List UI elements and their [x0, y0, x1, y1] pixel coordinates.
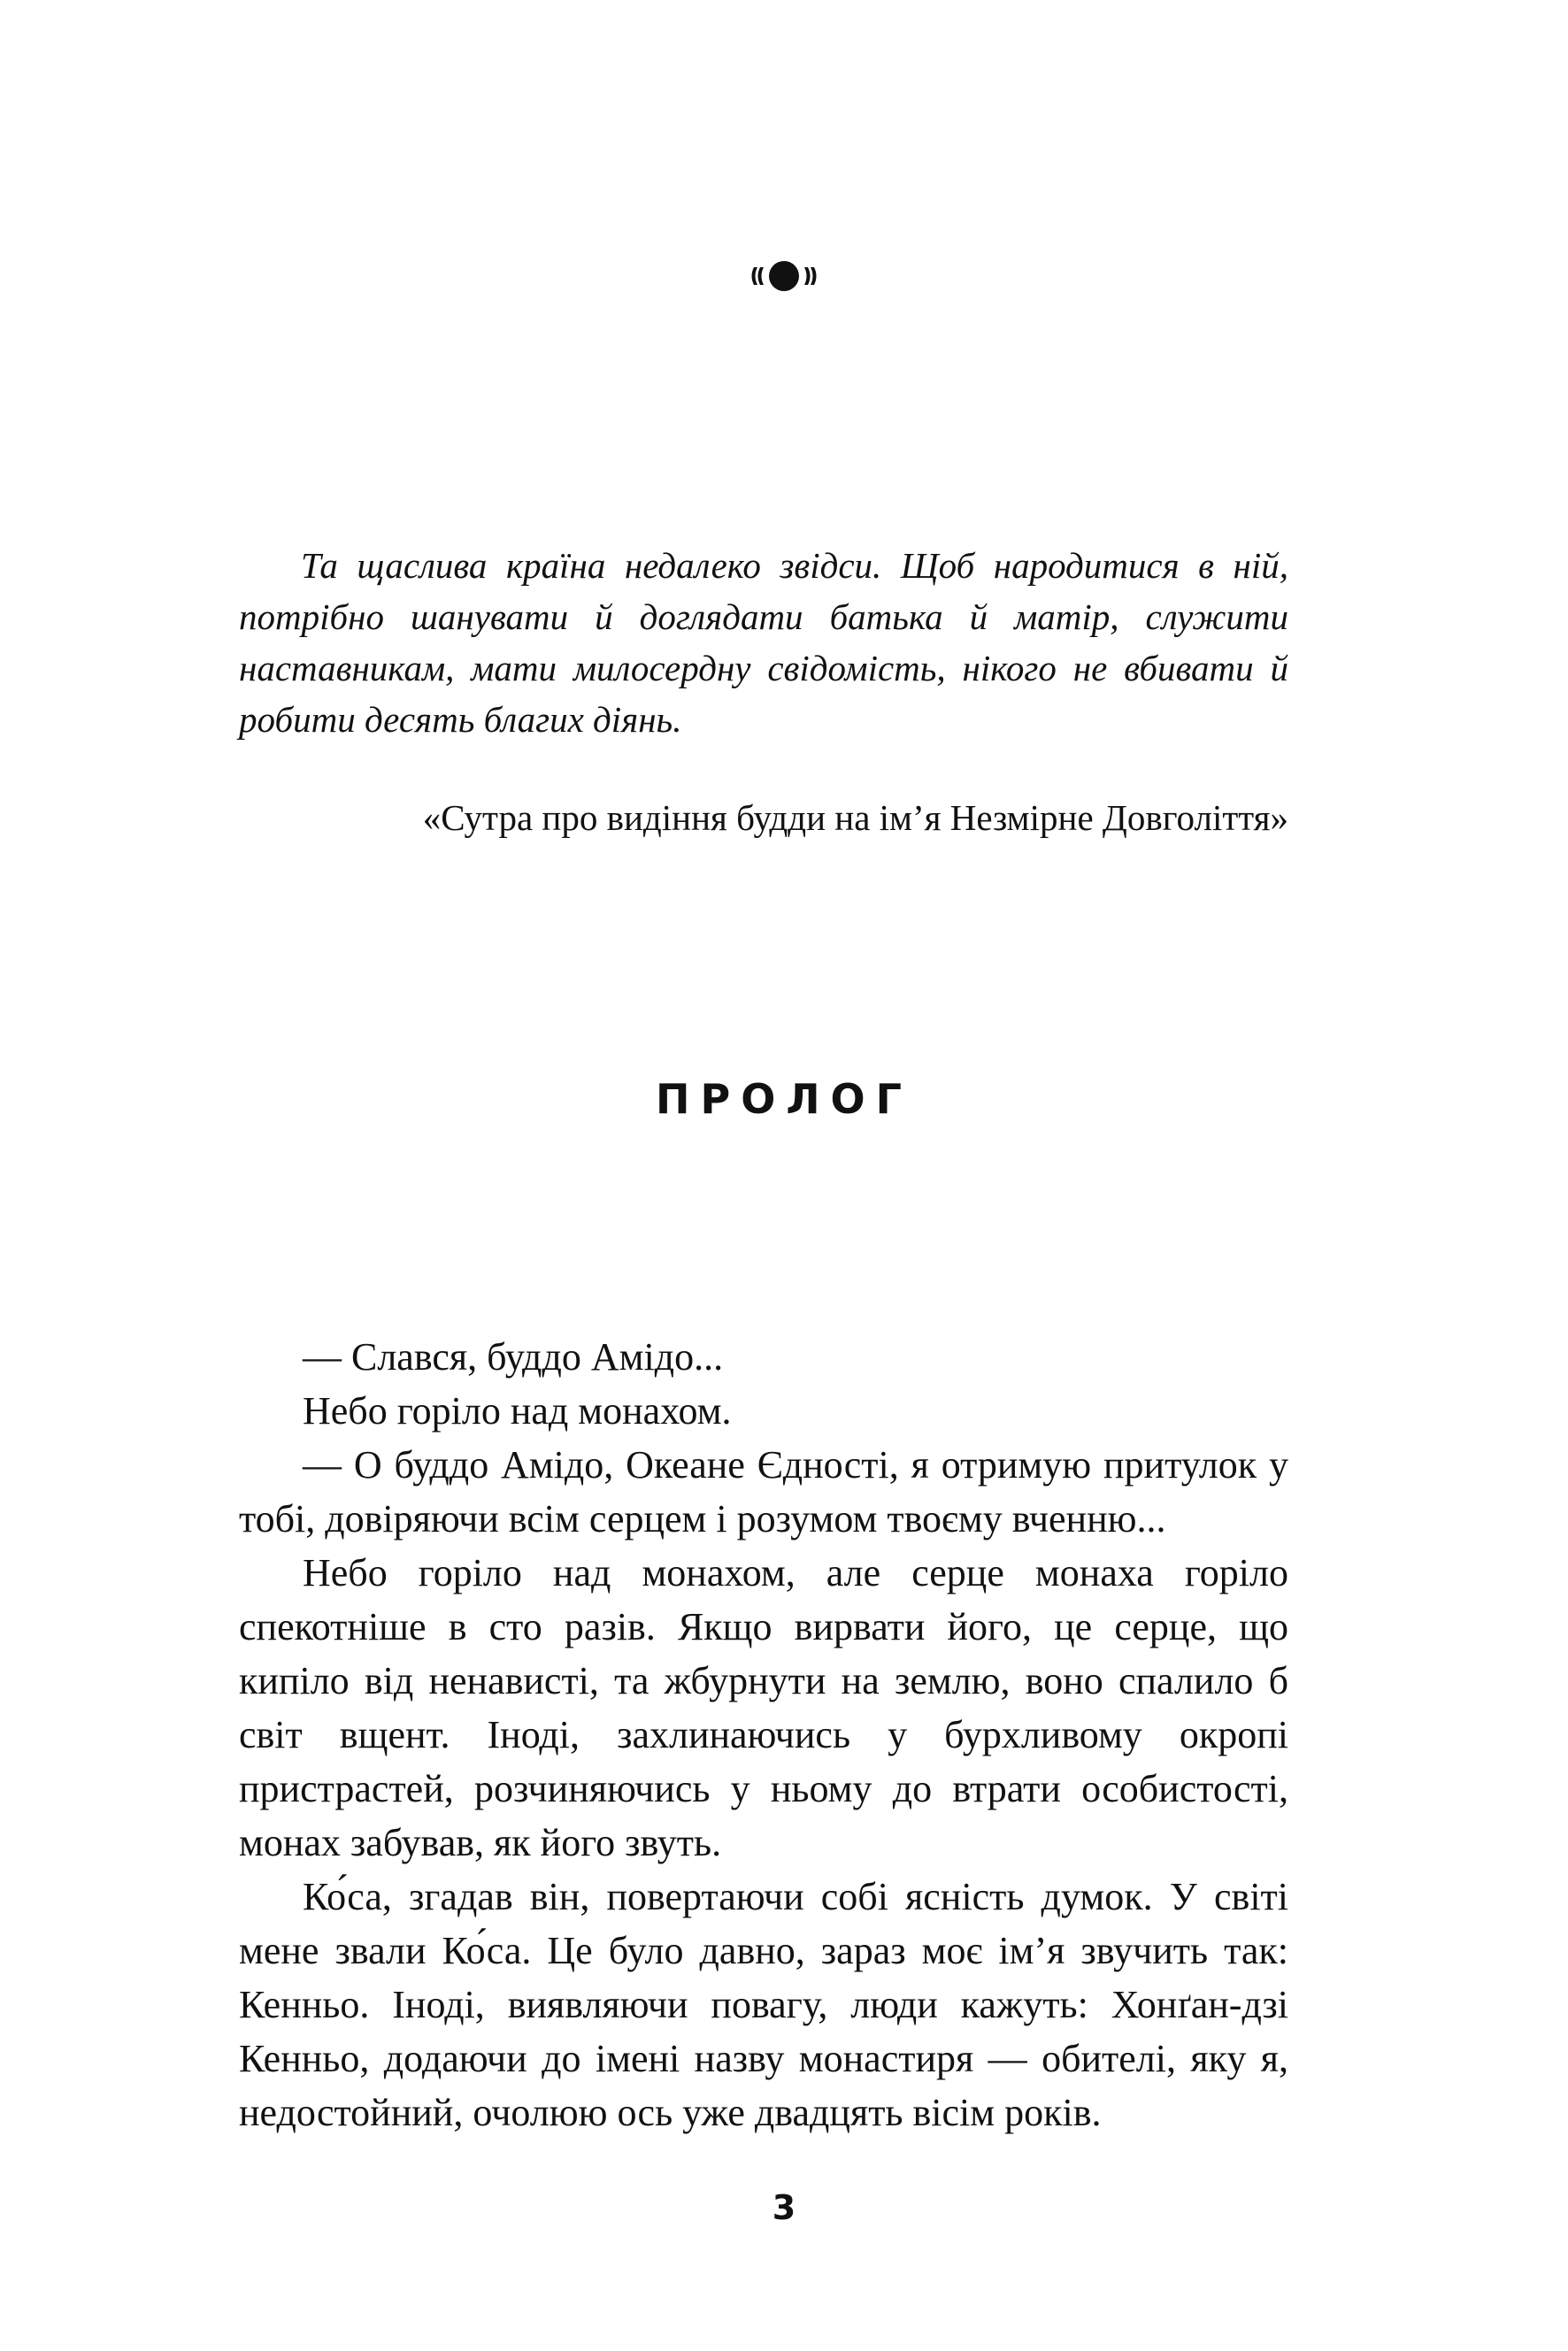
- page-number: 3: [772, 2188, 796, 2227]
- epigraph-source: «Сутра про видіння будди на ім’я Незмірне Довголіття»: [422, 797, 1288, 838]
- paragraph: Ко́са, згадав він, повертаючи собі ясність думок. У світі мене звали Ко́са. Це було давно, зараз моє ім’я звучить так: Кенньо. Іноді, виявляючи повагу, люди кажуть: Хонґан-дзі Кенньо, додаючи до імені назву монастиря — обителі, яку я, недостойний, очолюю ось уже двадцять вісім років.: [239, 1875, 1288, 2134]
- epigraph: Та щаслива країна недалеко звідси. Щоб народитися в ній, потрібно шанувати й доглядати батька й матір, служити наставникам, мати милосердну свідомість, нікого не вбивати й робити десять благих діянь.: [239, 545, 1288, 740]
- paragraph: — Слався, буддо Амідо...: [303, 1335, 724, 1379]
- chapter-title: ПРОЛОГ: [656, 1075, 912, 1123]
- body-text: [239, 1330, 1288, 2140]
- paragraph: Небо горіло над монахом.: [303, 1389, 732, 1433]
- paragraph: — О буддо Амідо, Океане Єдності, я отримую притулок у тобі, довіряючи всім серцем і розумом твоєму вченню...: [239, 1443, 1288, 1540]
- ornament-icon: [749, 257, 819, 296]
- paragraph: Небо горіло над монахом, але серце монаха горіло спекотніше в сто разів. Якщо вирвати його, це серце, що кипіло від ненависті, та жбурнути на землю, воно спалило б світ вщент. Іноді, захлинаючись у бурхливому окропі пристрастей, розчиняючись у ньому до втрати особистості, монах забував, як його звуть.: [239, 1551, 1288, 1864]
